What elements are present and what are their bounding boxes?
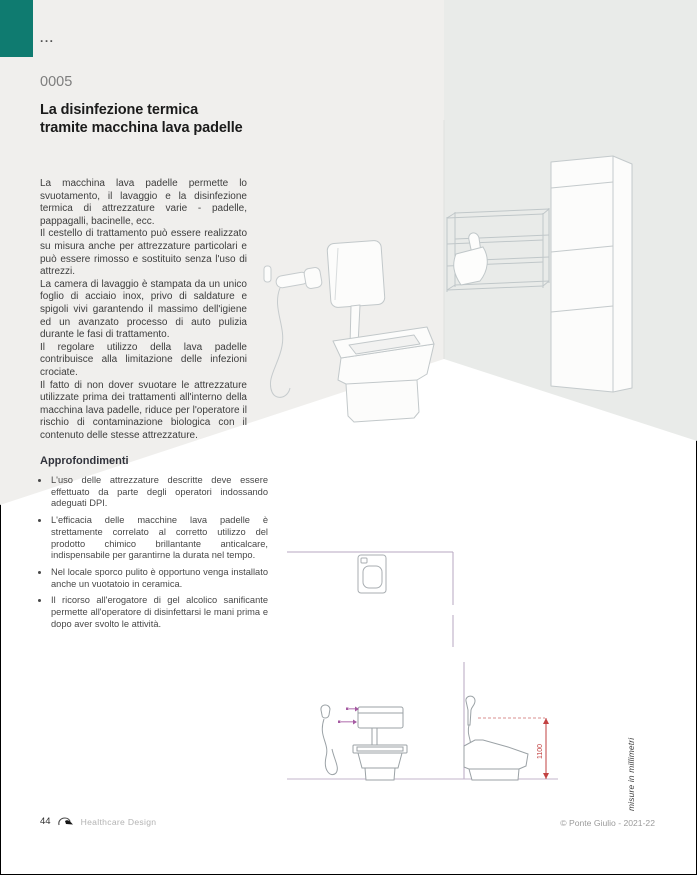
bedpan-on-shelf <box>454 233 488 285</box>
list-item: • Nel locale sporco pulito è opportuno venga installato anche un vuotatoio in ceramica. <box>50 567 268 590</box>
breadcrumb-ellipsis: ... <box>40 31 55 45</box>
paragraph: Il regolare utilizzo della lava padelle contribuisce alla limitazione delle infezioni crociate. <box>40 341 247 378</box>
shelf-rack-drawing <box>447 208 549 292</box>
brand-color-block <box>0 0 33 57</box>
insights-list <box>40 475 268 630</box>
dispenser-plan-drawing <box>358 555 386 593</box>
flow-arrow-icon <box>338 707 359 725</box>
units-caption: misure in millimetri <box>626 737 636 811</box>
insights-section <box>40 455 268 635</box>
list-item: • L'efficacia delle macchine lava padelle è strettamente correlato al corretto utilizzo del prodotto chimico brillantante anticalcare, indispensabile per garantirne la durata nel tempo. <box>50 515 268 562</box>
page-title-line1: La disinfezione termica <box>40 102 199 118</box>
page-footer <box>0 816 697 832</box>
page-number: 44 <box>40 816 51 827</box>
list-item: • Il ricorso all'erogatore di gel alcolico sanificante permette all'operatore di disinfettarsi le mani prima e dopo aver svolto le attività. <box>50 595 268 630</box>
paragraph: La macchina lava padelle permette lo svuotamento, il lavaggio e la disinfezione termica di attrezzature varie - padelle, pappagalli, bacinelle, ecc. <box>40 178 247 227</box>
page-title-line2: tramite macchina lava padelle <box>40 120 243 136</box>
page-title <box>40 101 243 137</box>
washer-side-view <box>464 696 528 780</box>
washer-front-view <box>321 705 407 780</box>
article-body <box>40 178 247 442</box>
list-item: • L'uso delle attrezzature descritte deve essere effettuato da parte degli operatori indossando adeguati DPI. <box>50 475 268 510</box>
hand-shower-drawing <box>264 266 323 397</box>
paragraph: Il cestello di trattamento può essere realizzato su misura anche per attrezzature particolari e può essere rimosso e sostituito senza l'uso di attrezzi. <box>40 228 247 278</box>
product-code: 0005 <box>40 74 73 90</box>
installation-drawing <box>280 535 570 795</box>
brand-name: Healthcare Design <box>80 816 157 827</box>
insights-heading: Approfondimenti <box>40 455 129 467</box>
main-illustration <box>250 140 660 440</box>
cabinet-drawing <box>551 156 632 392</box>
bedpan-washer-drawing <box>327 240 434 422</box>
footer-left <box>40 816 156 827</box>
paragraph: Il fatto di non dover svuotare le attrezzature utilizzate prima dei trattamenti all'interno della macchina lava padelle, riduce per l'operatore il rischio di contaminazione biologica con il contenuto delle stesse attrezzature. <box>40 379 247 441</box>
paragraph: La camera di lavaggio è stampata da un unico foglio di acciaio inox, privo di saldature e spigoli vivi garantendo il massimo dell'igiene ed un avanzato processo di auto pulizia durante le fasi di trattamento. <box>40 278 247 341</box>
copyright-text: © Ponte Giulio - 2021-22 <box>560 818 655 828</box>
dimension-label: 1100 <box>537 743 544 759</box>
ponte-giulio-logo-icon <box>57 816 75 827</box>
